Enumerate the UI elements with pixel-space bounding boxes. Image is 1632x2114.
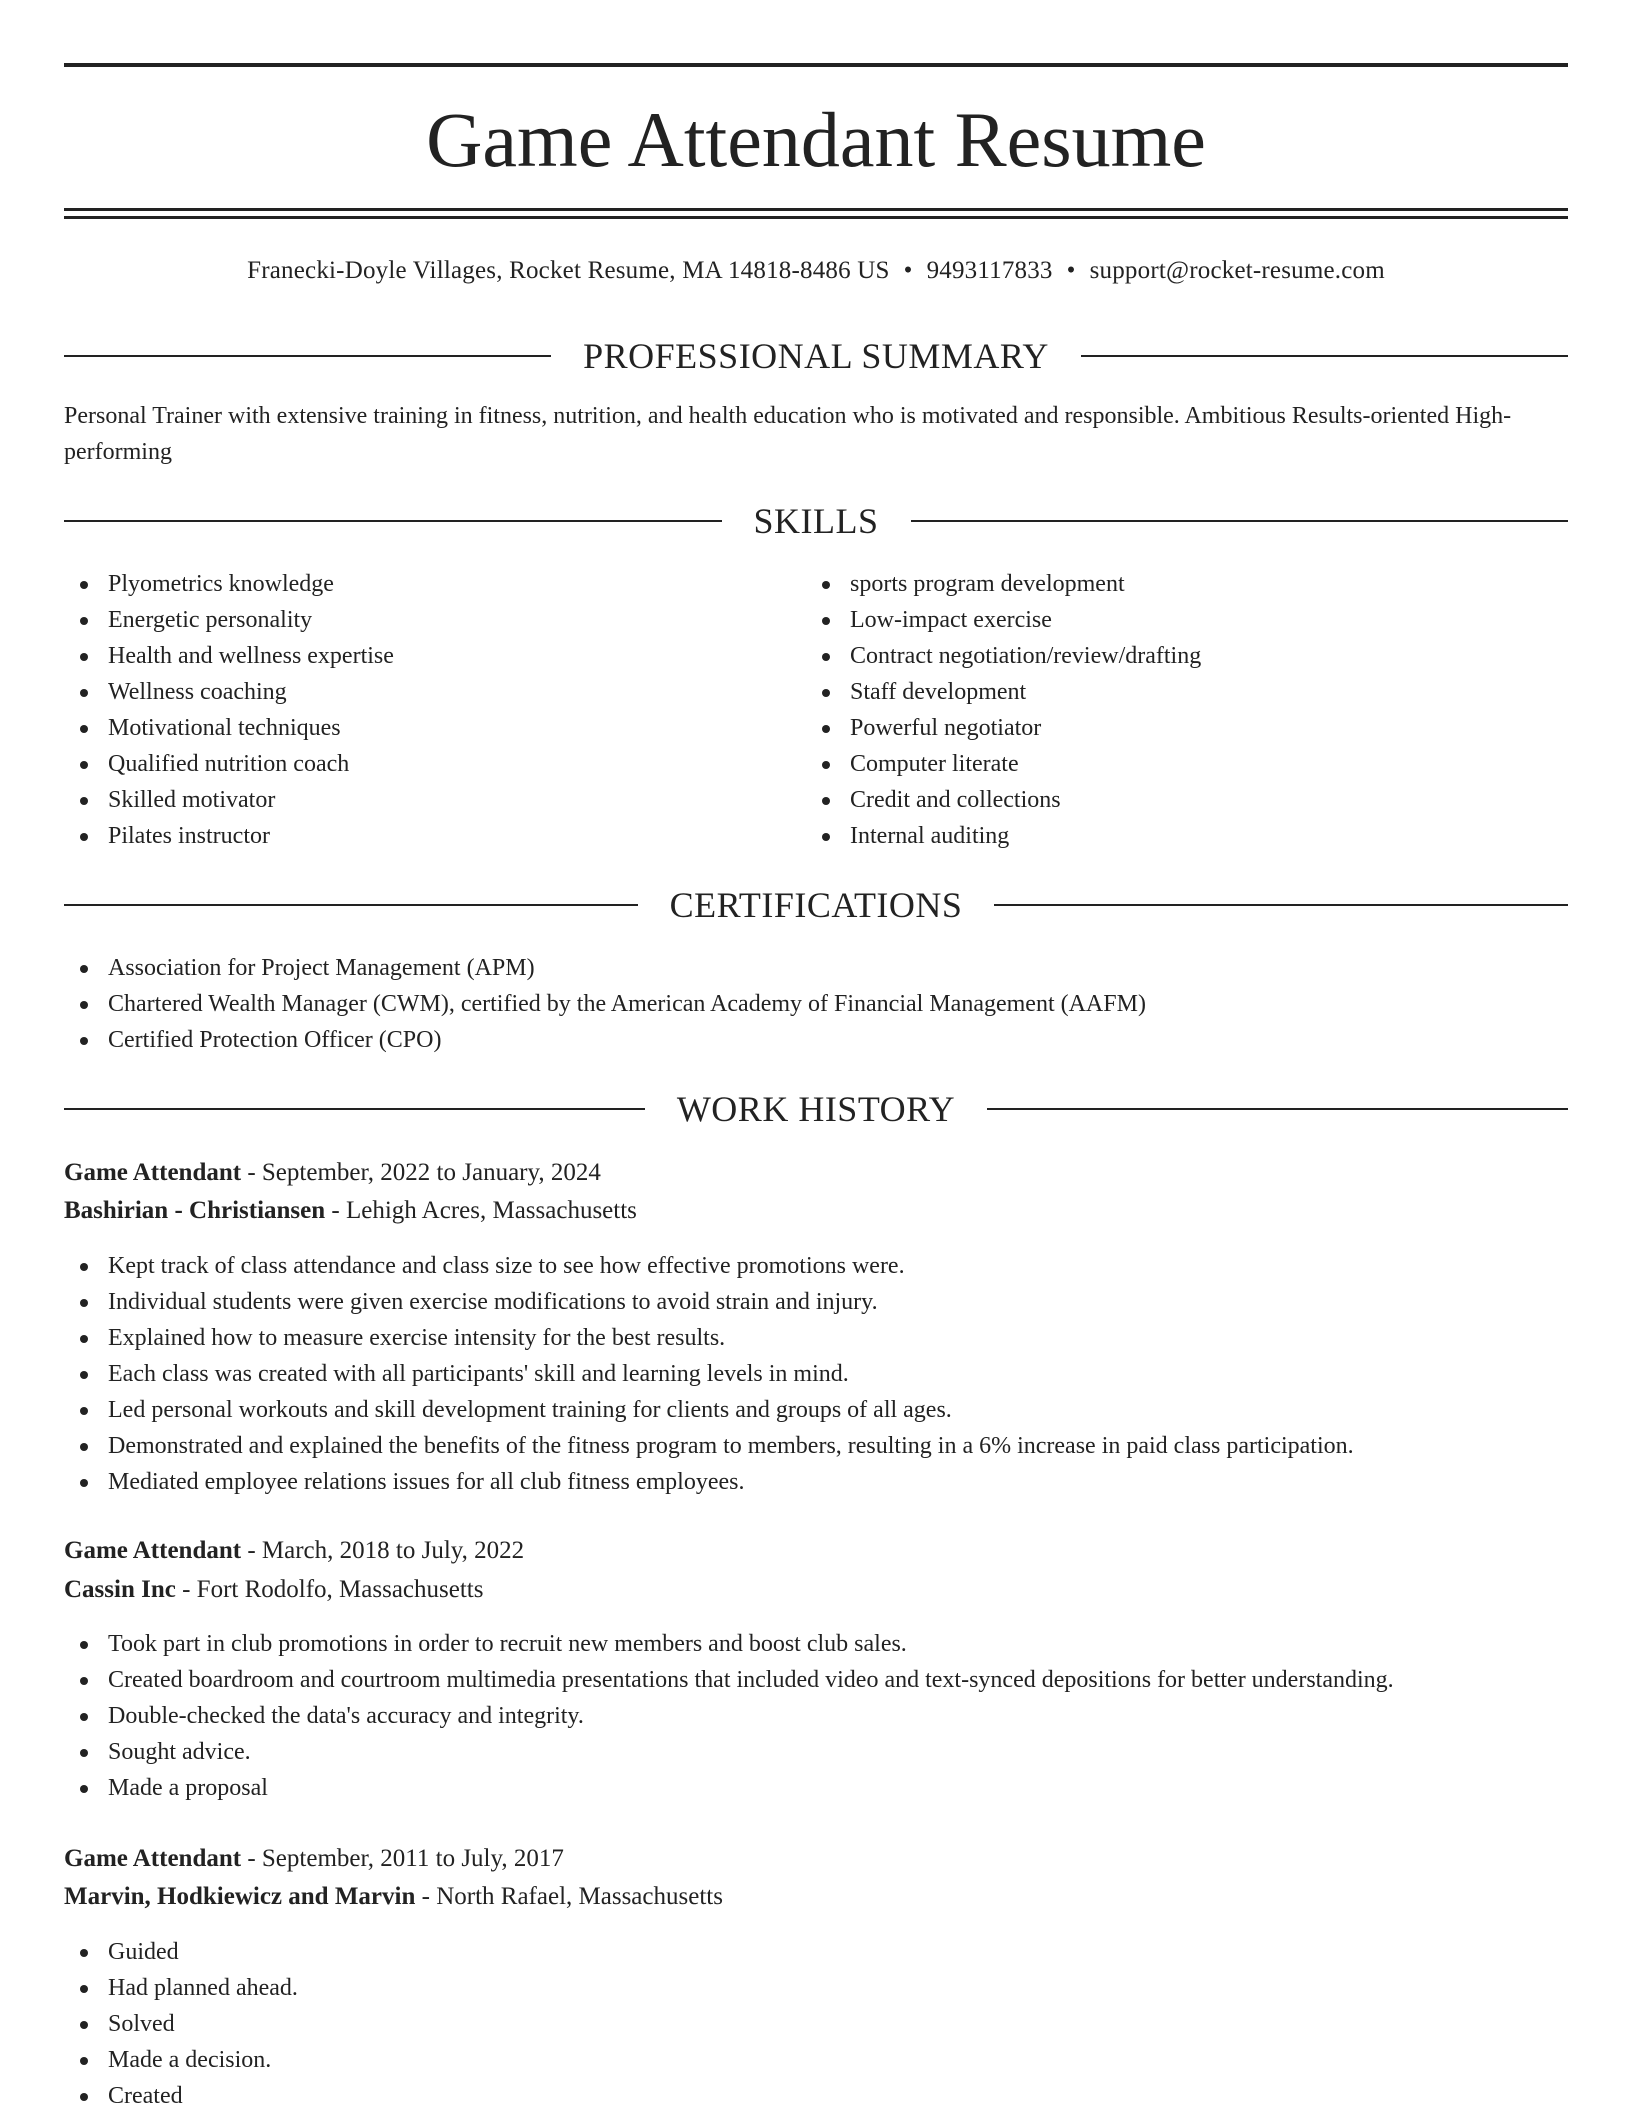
section-title-work: WORK HISTORY xyxy=(676,1089,956,1129)
section-rule xyxy=(64,355,551,357)
job-company-line xyxy=(64,1193,637,1229)
contact-email: support@rocket-resume.com xyxy=(1089,257,1385,284)
list-item: Contract negotiation/review/drafting xyxy=(806,638,1566,674)
job-dates: - March, 2018 to July, 2022 xyxy=(241,1537,525,1564)
list-item: Low-impact exercise xyxy=(806,602,1566,638)
contact-phone: 9493117833 xyxy=(926,257,1053,284)
job-title-line xyxy=(64,1533,524,1569)
job-title-line xyxy=(64,1841,564,1877)
section-title-skills: SKILLS xyxy=(753,501,879,541)
job-title-line xyxy=(64,1155,601,1191)
job-dates: - September, 2011 to July, 2017 xyxy=(241,1845,564,1872)
list-item: sports program development xyxy=(806,566,1566,602)
job-bullets xyxy=(64,1626,1564,1806)
job-company: Marvin, Hodkiewicz and Marvin xyxy=(64,1883,416,1910)
job-location: - North Rafael, Massachusetts xyxy=(415,1883,723,1910)
job-title: Game Attendant xyxy=(64,1159,242,1186)
list-item: Created boardroom and courtroom multimedia presentations that included video and text-synced depositions for better understanding. xyxy=(64,1662,1564,1698)
section-header-skills xyxy=(64,499,1568,543)
page-title: Game Attendant Resume xyxy=(426,96,1206,183)
list-item: Energetic personality xyxy=(64,602,784,638)
list-item: Pilates instructor xyxy=(64,818,784,854)
list-item: Made a proposal xyxy=(64,1770,1564,1806)
list-item: Credit and collections xyxy=(806,782,1566,818)
section-header-summary xyxy=(64,334,1568,378)
list-item: Sought advice. xyxy=(64,1734,1564,1770)
header-top-rule xyxy=(64,63,1568,67)
section-title-certifications: CERTIFICATIONS xyxy=(669,885,963,925)
job-dates: - September, 2022 to January, 2024 xyxy=(241,1159,601,1186)
section-rule xyxy=(987,1108,1568,1110)
section-rule xyxy=(994,904,1568,906)
header-double-rule-upper xyxy=(64,208,1568,211)
section-rule xyxy=(64,904,638,906)
job-company-line xyxy=(64,1879,723,1915)
list-item: Individual students were given exercise modifications to avoid strain and injury. xyxy=(64,1284,1564,1320)
list-item: Certified Protection Officer (CPO) xyxy=(64,1022,1564,1058)
list-item: Explained how to measure exercise intensity for the best results. xyxy=(64,1320,1564,1356)
contact-line xyxy=(64,254,1568,288)
section-header-certifications xyxy=(64,883,1568,927)
header-double-rule-lower xyxy=(64,216,1568,219)
contact-separator: • xyxy=(903,257,913,284)
list-item: Guided xyxy=(64,1934,1564,1970)
list-item: Double-checked the data's accuracy and integrity. xyxy=(64,1698,1564,1734)
section-rule xyxy=(911,520,1569,522)
list-item: Qualified nutrition coach xyxy=(64,746,784,782)
list-item: Association for Project Management (APM) xyxy=(64,950,1564,986)
contact-separator: • xyxy=(1066,257,1076,284)
section-rule xyxy=(64,520,722,522)
list-item: Made a decision. xyxy=(64,2042,1564,2078)
job-location: - Lehigh Acres, Massachusetts xyxy=(325,1197,637,1224)
list-item: Had planned ahead. xyxy=(64,1970,1564,2006)
list-item: Health and wellness expertise xyxy=(64,638,784,674)
list-item: Each class was created with all participants' skill and learning levels in mind. xyxy=(64,1356,1564,1392)
section-title-summary: PROFESSIONAL SUMMARY xyxy=(583,336,1049,376)
section-rule xyxy=(64,1108,645,1110)
list-item: Wellness coaching xyxy=(64,674,784,710)
job-title: Game Attendant xyxy=(64,1537,242,1564)
list-item: Chartered Wealth Manager (CWM), certified by the American Academy of Financial Management (AAFM) xyxy=(64,986,1564,1022)
job-title: Game Attendant xyxy=(64,1845,242,1872)
list-item: Mediated employee relations issues for all club fitness employees. xyxy=(64,1464,1564,1500)
job-company: Cassin Inc xyxy=(64,1576,176,1603)
list-item: Powerful negotiator xyxy=(806,710,1566,746)
summary-text: Personal Trainer with extensive training in fitness, nutrition, and health education who is motivated and responsible. Ambitious Results-oriented High-performing xyxy=(64,403,1512,465)
job-location: - Fort Rodolfo, Massachusetts xyxy=(175,1576,484,1603)
job-company-line xyxy=(64,1572,483,1608)
list-item: Motivational techniques xyxy=(64,710,784,746)
list-item: Skilled motivator xyxy=(64,782,784,818)
list-item: Solved xyxy=(64,2006,1564,2042)
list-item: Led personal workouts and skill development training for clients and groups of all ages. xyxy=(64,1392,1564,1428)
job-bullets xyxy=(64,1934,1564,2114)
list-item: Created xyxy=(64,2078,1564,2114)
job-bullets xyxy=(64,1248,1564,1500)
list-item: Took part in club promotions in order to recruit new members and boost club sales. xyxy=(64,1626,1564,1662)
list-item: Demonstrated and explained the benefits of the fitness program to members, resulting in a 6% increase in paid class participation. xyxy=(64,1428,1564,1464)
certifications-list xyxy=(64,950,1564,1058)
skills-list-left xyxy=(64,566,784,854)
list-item: Computer literate xyxy=(806,746,1566,782)
list-item: Kept track of class attendance and class size to see how effective promotions were. xyxy=(64,1248,1564,1284)
contact-address: Franecki-Doyle Villages, Rocket Resume, MA 14818-8486 US xyxy=(247,257,890,284)
list-item: Plyometrics knowledge xyxy=(64,566,784,602)
skills-list-right xyxy=(806,566,1566,854)
section-rule xyxy=(1081,355,1568,357)
list-item: Staff development xyxy=(806,674,1566,710)
list-item: Internal auditing xyxy=(806,818,1566,854)
section-header-work xyxy=(64,1087,1568,1131)
job-company: Bashirian - Christiansen xyxy=(64,1197,326,1224)
